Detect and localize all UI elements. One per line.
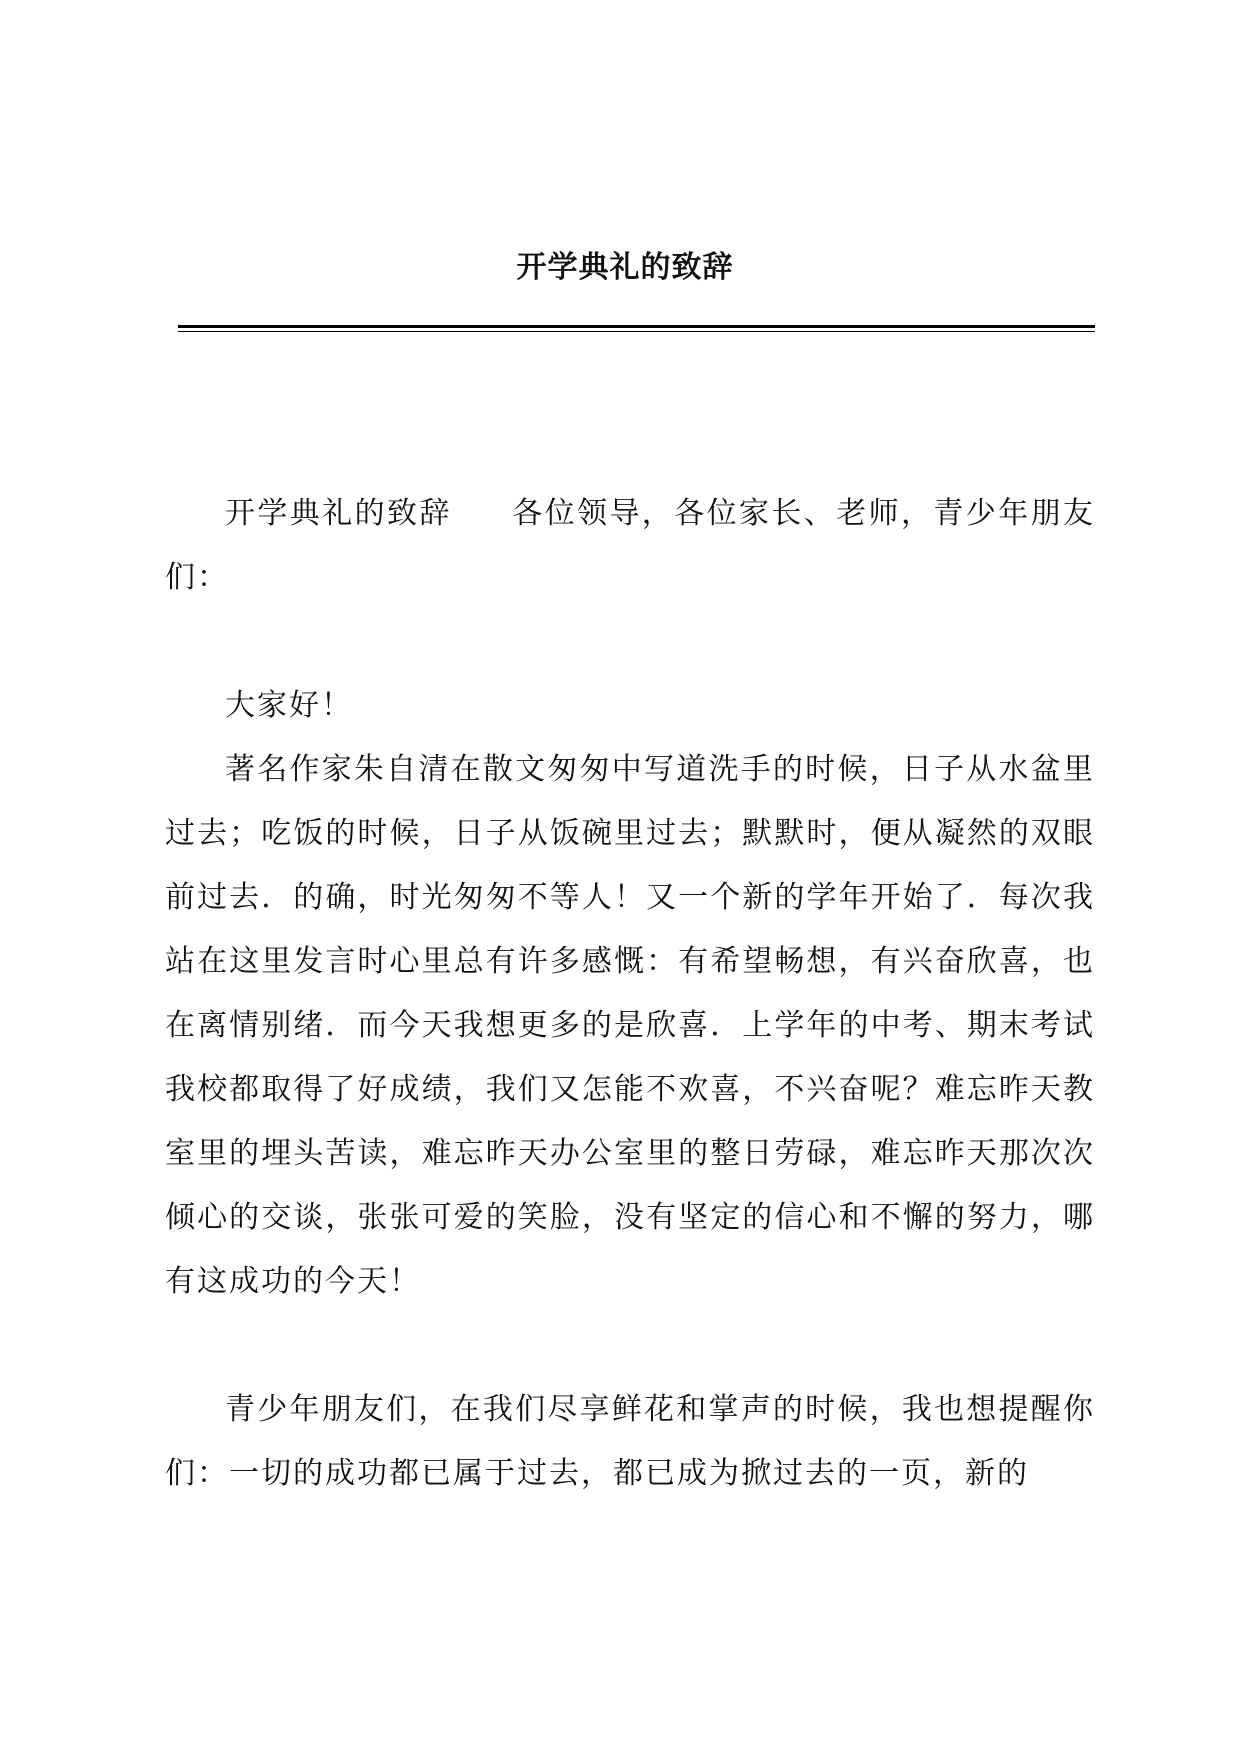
document-title: 开学典礼的致辞 [516, 250, 734, 285]
paragraph-lead: 开学典礼的致辞 [225, 496, 452, 531]
paragraph-main: 著名作家朱自清在散文匆匆中写道洗手的时候，日子从水盆里过去；吃饭的时候，日子从饭碗里过去；默默时，便从凝然的双眼前过去．的确，时光匆匆不等人！又一个新的学年开始了．每次我站在这里发言时心里总有许多感慨：有希望畅想，有兴奋欣喜，也在离情别绪．而今天我想更多的是欣喜．上学年的中考、期末考试我校都取得了好成绩，我们又怎能不欢喜，不兴奋呢？难忘昨天教室里的埋头苦读，难忘昨天办公室里的整日劳碌，难忘昨天那次次倾心的交谈，张张可爱的笑脸，没有坚定的信心和不懈的努力，哪有这成功的今天！ [165, 752, 1095, 1299]
title-divider-thick [178, 325, 1095, 328]
paragraph-hello: 大家好！ [225, 688, 353, 723]
paragraph-text: 各位领导，各位家长、老师，青少年朋友们： [165, 496, 1096, 595]
paragraph-closing: 青少年朋友们，在我们尽享鲜花和掌声的时候，我也想提醒你们：一切的成功都已属于过去，都已成为掀过去的一页，新的 [165, 1392, 1095, 1491]
paragraph-greeting [165, 482, 1095, 610]
document-body [165, 482, 1095, 1506]
title-divider-thin [178, 331, 1095, 332]
